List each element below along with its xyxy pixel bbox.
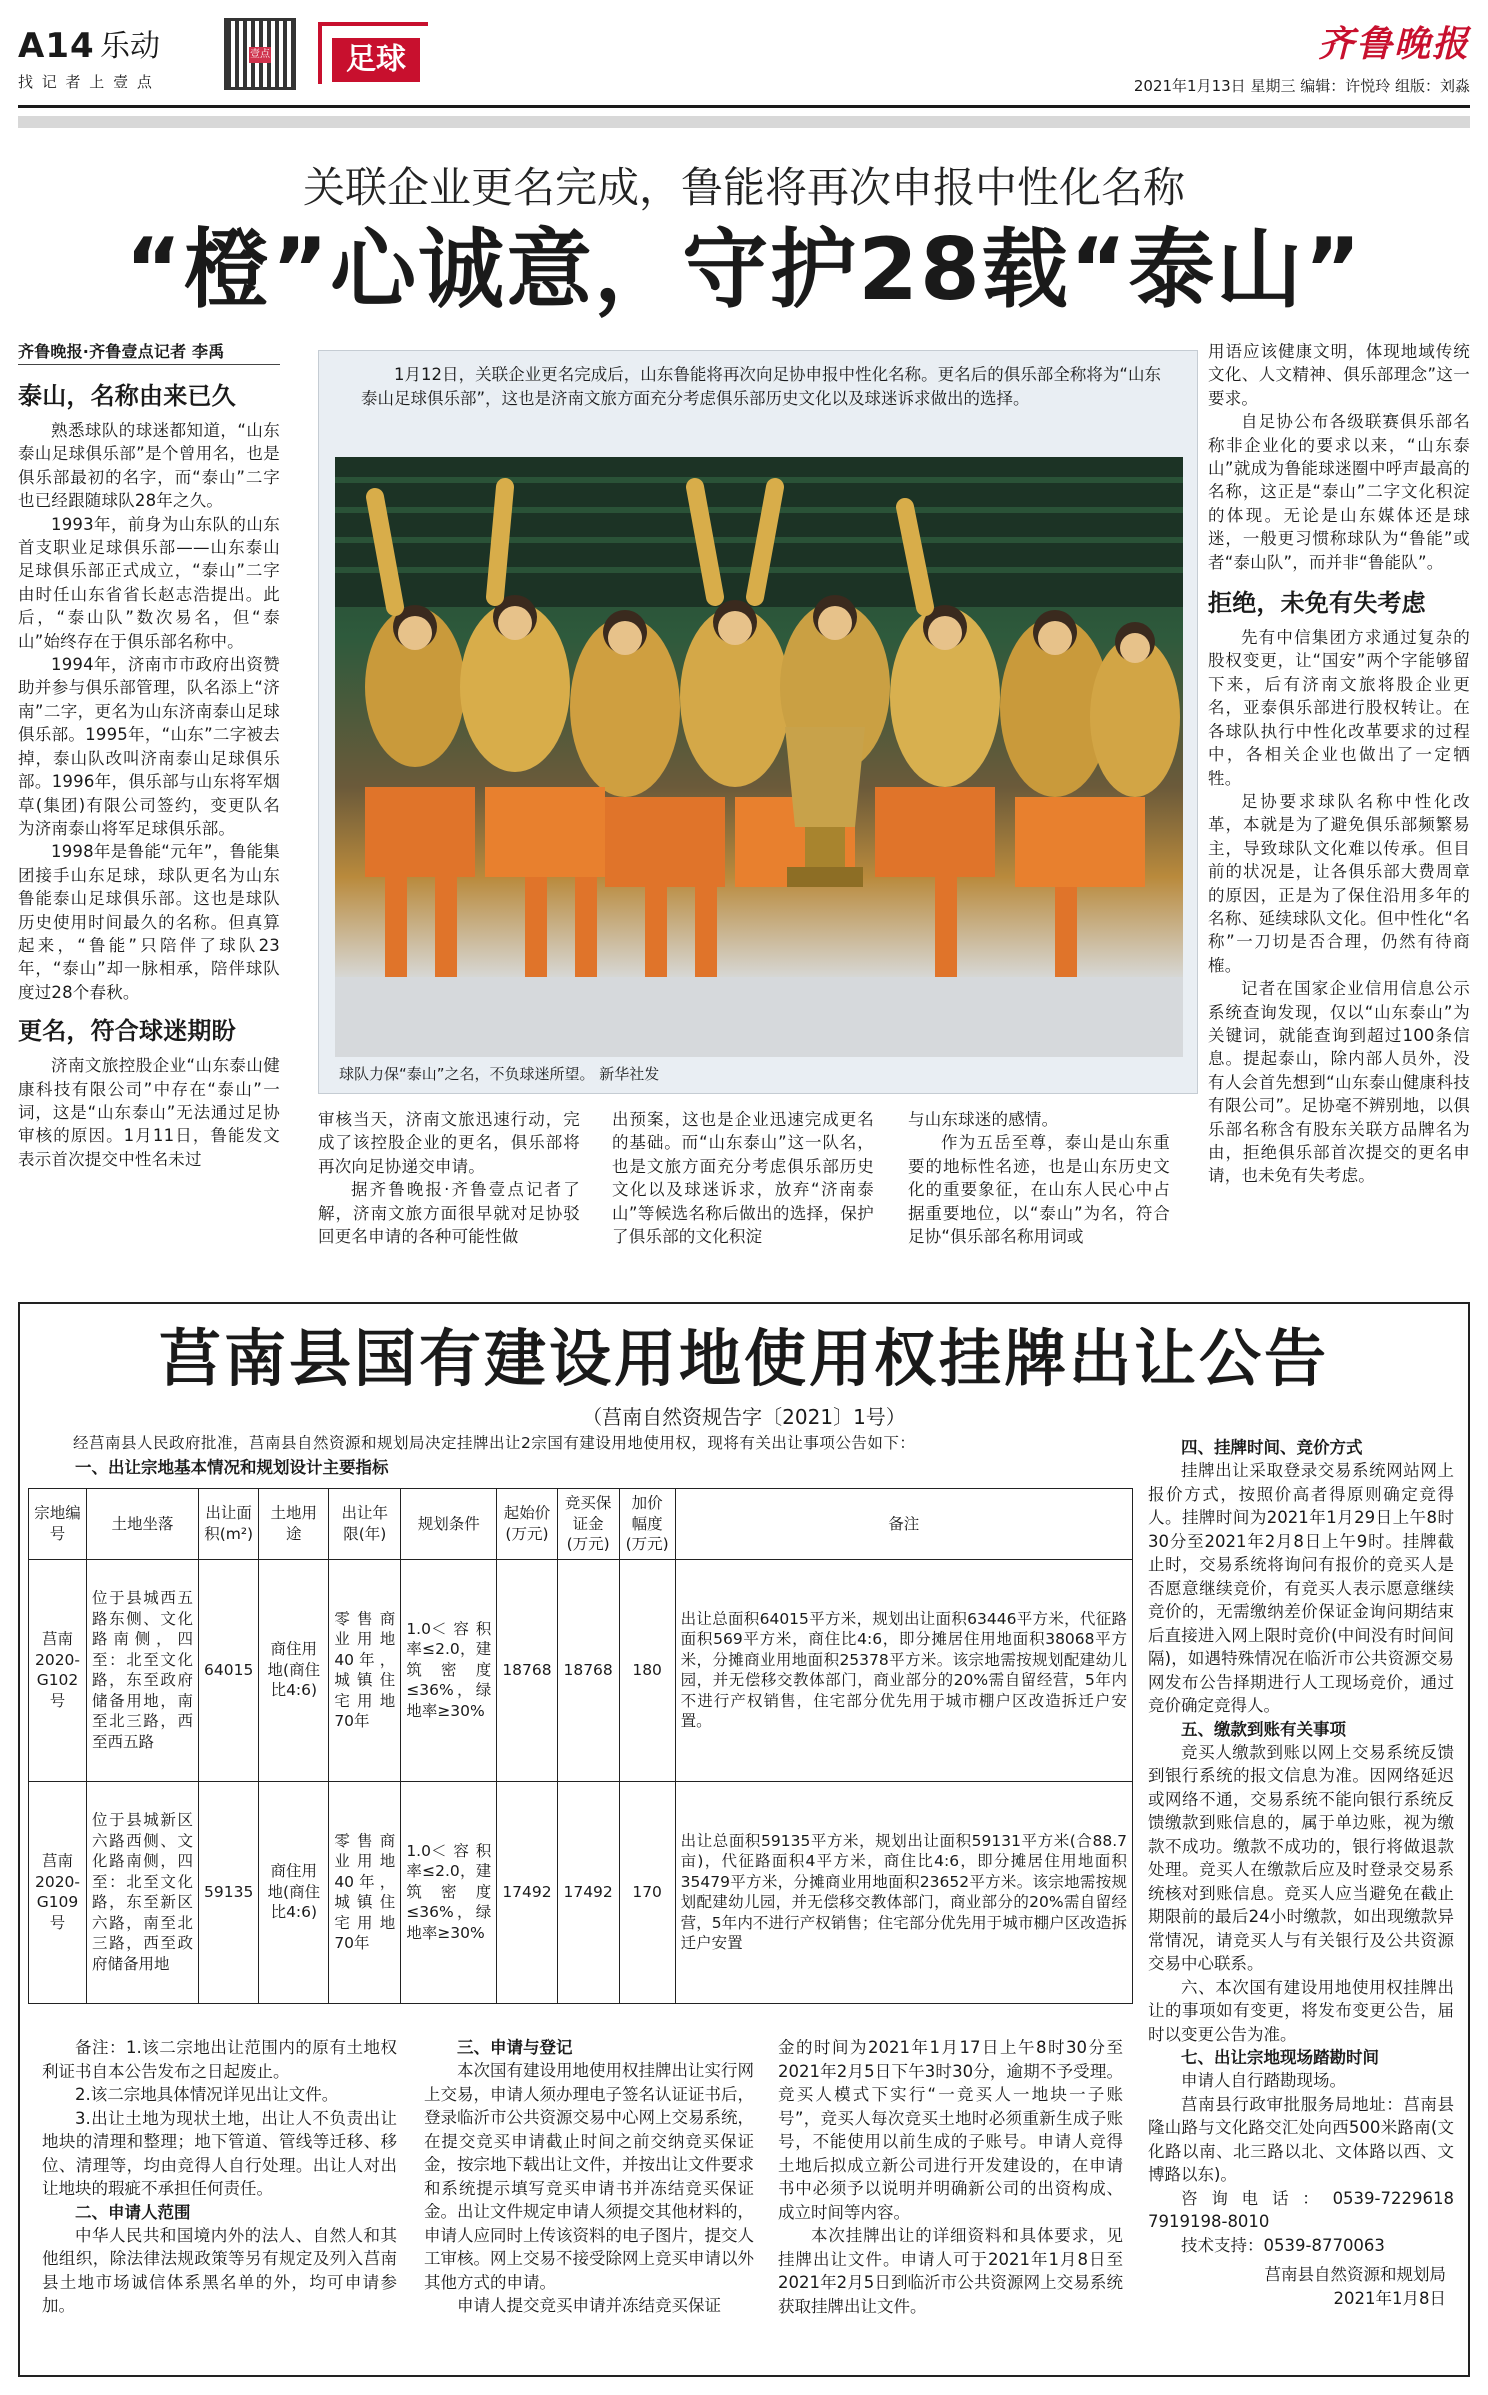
qr-label: 壹点 [249,47,271,63]
paragraph: 1994年，济南市市政府出资赞助并参与俱乐部管理，队名添上“济南”二字，更名为山东济南泰山足球俱乐部。1995年，“山东”二字被去掉，泰山队改叫济南泰山足球俱乐部。1996年，俱乐部与山东将军烟草(集团)有限公司签约，变更队名为济南泰山将军足球俱乐部。 [18,655,280,838]
parcel-table-wrap [28,1488,1133,2004]
trophy-photo [335,457,1183,1057]
table-cell: 170 [619,1781,675,2003]
notice-intro: 经莒南县人民政府批准，莒南县自然资源和规划局决定挂牌出让2宗国有建设用地使用权，现将有关出让事项公告如下： [73,1434,916,1452]
table-cell: 17492 [497,1781,557,2003]
subhead-refusal: 拒绝，未免有失考虑 [1208,589,1426,618]
notice-right-column [1148,1436,1454,2310]
notice-paragraph: 本次挂牌出让的详细资料和具体要求，见挂牌出让文件。申请人可于2021年1月8日至2021年2月5日到临沂市公共资源网上交易系统获取挂牌出让文件。 [778,2226,1123,2316]
notice-paragraph: 申请人提交竞买申请并冻结竞买保证 [457,2296,721,2315]
slogan: 找 记 者 上 壹 点 [18,73,154,91]
notice-middle-column [424,2036,754,2318]
notice-paragraph: 金的时间为2021年1月17日上午8时30分至2021年2月5日下午3时30分，逾期不予受理。竞买人模式下实行“一竞买人一地块一子账号”，竞买人每次竞买土地时必须重新生成子账号，不能使用以前生成的子账号。申请人竞得土地后拟成立新公司进行开发建设的，在申请书中必须予以说明并明确新公司的出资构成、成立时间等内容。 [778,2038,1123,2222]
table-cell: 位于县城西五路东侧、文化路南侧，四至：北至文化路，东至政府储备用地，南至北三路，西至西五路 [87,1559,199,1781]
notice-paragraph: 竞买人缴款到账以网上交易系统反馈到银行系统的报文信息为准。因网络延迟或网络不通，交易系统不能向银行系统反馈缴款到账信息的，属于单边账，视为缴款不成功。缴款不成功的，银行将做退款处理。竞买人在缴款后应及时登录交易系统核对到账信息。竞买人应当避免在截止期限前的最后24小时缴款，如出现缴款异常情况，请竞买人与有关银行及公共资源交易中心联系。 [1148,1742,1454,1973]
paragraph: 审核当天，济南文旅迅速行动，完成了该控股企业的更名，俱乐部将再次向足协递交申请。 [318,1110,580,1176]
subhead-origin: 泰山，名称由来已久 [18,382,236,410]
qr-code-icon[interactable] [224,18,296,90]
table-row [29,1781,1133,2003]
notice-paragraph: 挂牌出让采取登录交易系统网站网上报价方式，按照价高者得原则确定竞得人。挂牌时间为2021年1月29日上午8时30分至2021年2月8日上午9时。挂牌截止时，交易系统将询问有报价的竞买人是否愿意继续竞价，有竞买人表示愿意继续竞价的，无需缴纳差价保证金询问期结束后直接进入网上限时竞价(中间没有时间间隔)，如遇特殊情况在临沂市公共资源交易网发布公告择期进行人工现场竞价，通过竞价确定竞得人。 [1148,1461,1454,1715]
paragraph: 用语应该健康文明，体现地域传统文化、人文精神、俱乐部理念”这一要求。 [1208,342,1470,408]
table-header-row [29,1489,1133,1560]
notice-paragraph: 3.出让土地为现状土地，出让人不负责出让地块的清理和整理；地下管道、管线等迁移、移位、清理等，均由竞得人自行处理。出让人对出让地块的瑕疵不承担任何责任。 [42,2108,397,2198]
page-header [18,18,1470,100]
article-column-5 [1208,340,1470,1188]
paragraph: 出预案，这也是企业迅速完成更名的基础。而“山东泰山”这一队名，也是文旅方面充分考虑俱乐部历史文化以及球迷诉求，放弃“济南泰山”等候选名称后做出的选择，保护了俱乐部的文化积淀 [612,1110,874,1247]
notice-paragraph: 申请人自行踏勘现场。 [1181,2071,1346,2090]
paragraph: 记者在国家企业信用信息公示系统查询发现，仅以“山东泰山”为关键词，就能查询到超过100条信息。提起泰山，除内部人员外，没有人会首先想到“山东泰山健康科技有限公司”。足协毫不辨别地，以俱乐部名称含有股东关联方品牌名为由，拒绝俱乐部首次提交的更名申请，也未免有失考虑。 [1208,979,1470,1186]
header-rule-thin [18,116,1470,128]
table-cell: 180 [619,1559,675,1781]
lead-box [318,350,1198,1094]
table-header-cell: 土地坐落 [87,1489,199,1560]
notice-section-7: 七、出让宗地现场踏勘时间 [1181,2048,1379,2067]
notice-middle-column-2 [778,2036,1123,2318]
page-number: A14 [18,26,95,66]
notice-paragraph: 六、本次国有建设用地使用权挂牌出让的事项如有变更，将发布变更公告，届时以变更公告为准。 [1148,1977,1454,2044]
notice-paragraph: 莒南县行政审批服务局地址：莒南县隆山路与文化路交汇处向西500米路南(文化路以南、北三路以北、文体路以西、文博路以东)。 [1148,2094,1454,2184]
notice-paragraph: 2.该二宗地具体情况详见出让文件。 [75,2085,339,2104]
paragraph: 1998年是鲁能“元年”，鲁能集团接手山东足球，球队更名为山东鲁能泰山足球俱乐部。这也是球队历史使用时间最久的名称。但真算起来，“鲁能”只陪伴了球队23年，“泰山”却一脉相承，陪伴球队度过28个春秋。 [18,842,280,1002]
byline: 齐鲁晚报·齐鲁壹点记者 李禹 [18,340,280,365]
paragraph: 作为五岳至尊，泰山是山东重要的地标性名迹，也是山东历史文化的重要象征，在山东人民心中占据重要地位，以“泰山”为名，符合足协“俱乐部名称用词或 [908,1133,1170,1247]
notice-paragraph: 中华人民共和国境内外的法人、自然人和其他组织，除法律法规政策等另有规定及列入莒南县土地市场诚信体系黑名单的外，均可申请参加。 [42,2225,397,2315]
table-cell: 零售商业用地40年，城镇住宅用地70年 [329,1559,401,1781]
notice-section-2: 二、申请人范围 [75,2202,191,2222]
table-header-cell: 备注 [675,1489,1132,1560]
table-header-cell: 加价幅度(万元) [619,1489,675,1560]
land-notice [18,1302,1470,2377]
table-cell: 17492 [557,1781,619,2003]
notice-title: 莒南县国有建设用地使用权挂牌出让公告 [158,1322,1329,1395]
notice-paragraph: 本次国有建设用地使用权挂牌出让实行网上交易，申请人须办理电子签名认证证书后，登录临沂市公共资源交易中心网上交易系统，在提交竞买申请截止时间之前交纳竞买保证金，按宗地下载出让文件，并按出让文件要求和系统提示填写竞买申请书并冻结竞买保证金。出让文件规定申请人须提交其他材料的，申请人应同时上传该资料的电子图片，提交人工审核。网上交易不接受除网上竞买申请以外其他方式的申请。 [424,2061,754,2292]
paragraph: 与山东球迷的感情。 [908,1110,1059,1129]
kicker: 关联企业更名完成，鲁能将再次申报中性化名称 [302,163,1185,212]
article-column-3 [612,1108,874,1248]
paragraph: 据齐鲁晚报·齐鲁壹点记者了解，济南文旅方面很早就对足协驳回更名申请的各种可能性做 [318,1180,580,1247]
table-cell: 18768 [497,1559,557,1781]
table-header-cell: 宗地编号 [29,1489,87,1560]
table-cell: 莒南2020-G102号 [29,1559,87,1781]
parcel-table [28,1488,1133,2004]
photo-caption: 球队力保“泰山”之名，不负球迷所望。 新华社发 [339,1065,660,1083]
notice-paragraph: 备注：1.该二宗地出让范围内的原有土地权利证书自本公告发布之日起废止。 [42,2038,397,2081]
table-header-cell: 出让面积(m²) [199,1489,259,1560]
brand-logo: 齐鲁晚报 [1317,24,1470,65]
table-header-cell: 土地用途 [259,1489,329,1560]
table-cell: 64015 [199,1559,259,1781]
table-cell: 1.0＜容积率≤2.0，建筑密度≤36%，绿地率≥30% [401,1559,497,1781]
notice-intro-block [42,1432,1142,1479]
header-rule [18,105,1470,108]
table-cell: 位于县城新区六路西侧、文化路南侧，四至：北至文化路，东至新区六路，南至北三路，西至政府储备用地 [87,1781,199,2003]
table-cell: 18768 [557,1559,619,1781]
paragraph: 1993年，前身为山东队的山东首支职业足球俱乐部——山东泰山足球俱乐部正式成立，“泰山”二字由时任山东省省长赵志浩提出。此后，“泰山队”数次易名，但“泰山”始终存在于俱乐部名称中。 [18,514,280,651]
notice-tech-support: 技术支持：0539-8770063 [1181,2235,1385,2255]
article-column-1 [18,340,280,1171]
table-cell: 59135 [199,1781,259,2003]
section-name: 乐动 [100,29,160,64]
table-cell: 商住用地(商住比4:6) [259,1781,329,2003]
paragraph: 济南文旅控股企业“山东泰山健康科技有限公司”中存在“泰山”一词，这是“山东泰山”无法通过足协审核的原因。1月11日，鲁能发文表示首次提交中性名未过 [18,1056,280,1169]
subhead-rename: 更名，符合球迷期盼 [18,1017,236,1046]
paragraph: 足协要求球队名称中性化改革，本就是为了避免俱乐部频繁易主，导致球队文化难以传承。但目前的状况是，让各俱乐部大费周章的原因，正是为了保住沿用多年的名称、延续球队文化。但中性化“名称”一刀切是否合理，仍然有待商榷。 [1208,791,1470,975]
paragraph: 熟悉球队的球迷都知道，“山东泰山足球俱乐部”是个曾用名，也是俱乐部最初的名字，而“泰山”二字也已经跟随球队28年之久。 [18,421,280,511]
paragraph: 自足协公布各级联赛俱乐部名称非企业化的要求以来，“山东泰山”就成为鲁能球迷圈中呼声最高的名称，这正是“泰山”二字文化积淀的体现。无论是山东媒体还是球迷，一般更习惯称球队为“鲁能”或者“泰山队”，而并非“鲁能队”。 [1208,412,1470,572]
table-cell: 商住用地(商住比4:6) [259,1559,329,1781]
notice-doc-number: （莒南自然资规告字〔2021〕1号） [582,1405,906,1429]
table-row [29,1559,1133,1781]
lead-text: 1月12日，关联企业更名完成后，山东鲁能将再次向足协申报中性化名称。更名后的俱乐部全称将为“山东泰山足球俱乐部”，这也是济南文旅方面充分考虑俱乐部历史文化以及球迷诉求做出的选择。 [361,365,1161,408]
notice-section-4: 四、挂牌时间、竞价方式 [1181,1438,1363,1457]
column-tag [318,22,428,84]
article-column-2 [318,1108,580,1248]
celebration-illustration [335,457,1183,1057]
table-cell: 出让总面积59135平方米，规划出让面积59131平方米(合88.7亩)，代征路面积4平方米，商住比4:6，即分摊居住用地面积35479平方米，分摊商业用地面积23652平方米。该宗地需按规划配建幼儿园，并无偿移交教体部门，商业部分的20%需自留经营，5年内不进行产权销售；住宅部分优先用于城市棚户区改造拆迁户安置 [675,1781,1132,2003]
article-column-4 [908,1108,1170,1248]
paragraph: 先有中信集团方求通过复杂的股权变更，让“国安”两个字能够留下来，后有济南文旅将股企业更名，亚泰俱乐部进行股权转让。在各球队执行中性化改革要求的过程中，各相关企业也做出了一定牺牲。 [1208,628,1470,788]
headline: “橙”心诚意，守护28载“泰山” [125,220,1363,320]
notice-left-column [42,2036,397,2318]
notice-section-1: 一、出让宗地基本情况和规划设计主要指标 [75,1457,389,1477]
date-line: 2021年1月13日 星期三 编辑：许悦玲 组版：刘淼 [1133,77,1470,95]
notice-section-3: 三、申请与登记 [457,2038,573,2057]
notice-section-5: 五、缴款到账有关事项 [1181,1719,1346,1739]
table-header-cell: 规划条件 [401,1489,497,1560]
notice-signature: 莒南县自然资源和规划局 [1264,2265,1446,2284]
table-header-cell: 起始价(万元) [497,1489,557,1560]
table-cell: 1.0＜容积率≤2.0，建筑密度≤36%，绿地率≥30% [401,1781,497,2003]
table-cell: 零售商业用地40年，城镇住宅用地70年 [329,1781,401,2003]
table-header-cell: 出让年限(年) [329,1489,401,1560]
notice-date: 2021年1月8日 [1333,2288,1446,2308]
column-tag-label: 足球 [332,38,420,82]
table-cell: 出让总面积64015平方米，规划出让面积63446平方米，代征路面积569平方米，商住比4:6，即分摊居住用地面积38068平方米，分摊商业用地面积25378平方米。该宗地需按规划配建幼儿园，并无偿移交教体部门，商业部分的20%需自留经营，5年内不进行产权销售，住宅部分优先用于城市棚户区改造拆迁户安置。 [675,1559,1132,1781]
table-cell: 莒南2020-G109号 [29,1781,87,2003]
notice-phone: 咨询电话：0539-7229618 7919198-8010 [1148,2188,1454,2231]
table-header-cell: 竞买保证金(万元) [557,1489,619,1560]
